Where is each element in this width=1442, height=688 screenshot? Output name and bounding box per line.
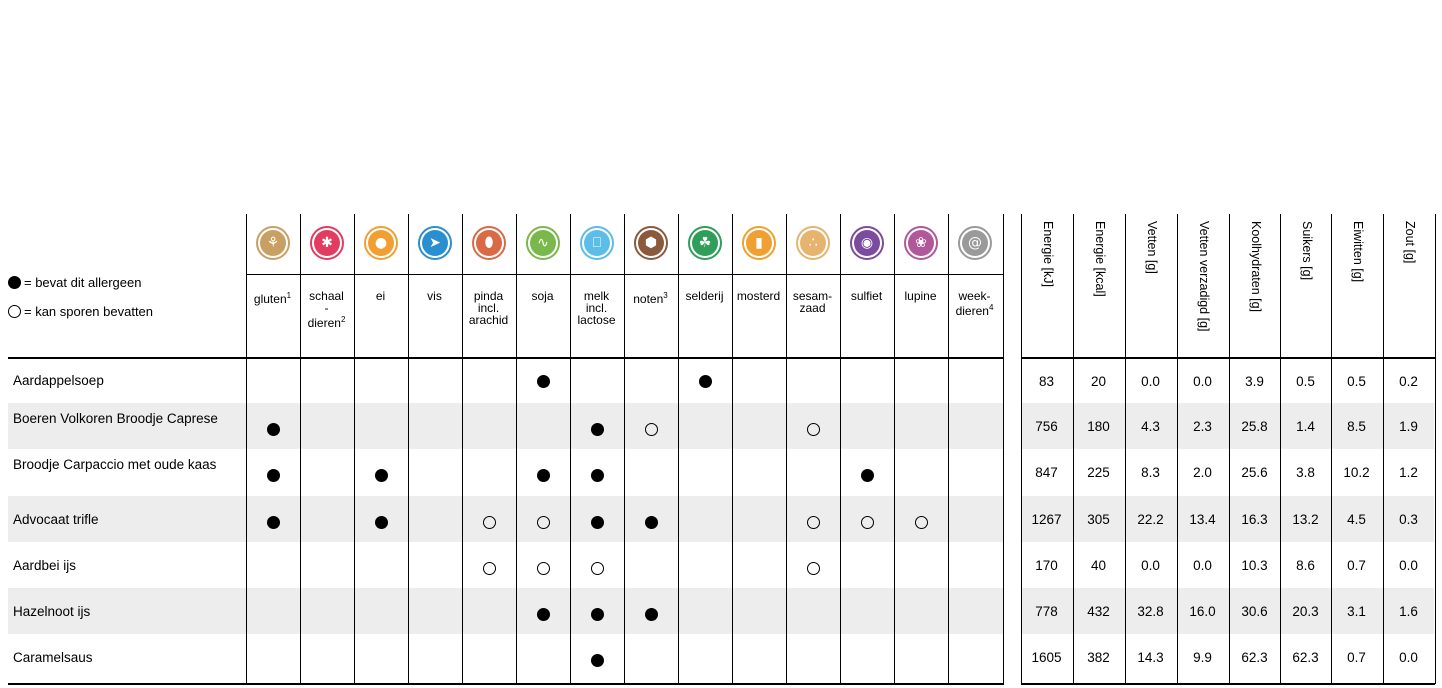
allergen-label-line: mosterd xyxy=(736,289,781,303)
product-name: Hazelnoot ijs xyxy=(13,604,91,619)
nutrition-value: 62.3 xyxy=(1292,650,1319,666)
nutrition-header: Suikers [g] xyxy=(1300,221,1314,281)
allergen-label-line: soja xyxy=(531,289,554,303)
traces-dot-icon xyxy=(807,562,820,575)
legend xyxy=(8,268,153,326)
fish-icon xyxy=(418,226,452,260)
nutrition-value: 0.7 xyxy=(1347,650,1366,666)
nutrition-value: 1.9 xyxy=(1399,419,1418,435)
nutrition-value: 305 xyxy=(1087,511,1110,527)
nutrition-value: 0.2 xyxy=(1399,374,1418,389)
nutrition-value: 30.6 xyxy=(1241,604,1268,619)
contains-dot-icon xyxy=(537,608,550,621)
nutrition-value: 756 xyxy=(1035,419,1058,435)
traces-dot-icon xyxy=(537,516,550,529)
wheat-icon xyxy=(256,226,290,260)
nutrition-value: 32.8 xyxy=(1137,604,1164,619)
column-divider xyxy=(840,214,841,684)
nutrition-value: 20.3 xyxy=(1292,604,1319,619)
nutrition-value: 0.0 xyxy=(1141,374,1160,389)
allergen-label-sesamzaad xyxy=(786,290,839,314)
celery-icon-glyph: ☘ xyxy=(692,230,718,256)
nutrition-value: 4.5 xyxy=(1347,511,1366,527)
product-name: Caramelsaus xyxy=(13,650,93,666)
allergen-label-vis xyxy=(408,290,461,302)
column-divider xyxy=(246,214,247,684)
contains-dot-icon xyxy=(861,469,874,482)
allergen-label-gluten xyxy=(246,290,299,305)
allergen-label-line: schaal xyxy=(309,289,344,303)
allergen-label-line: incl. xyxy=(477,301,500,315)
nutrition-header: Zout [g] xyxy=(1403,221,1417,264)
allergen-label-selderij xyxy=(678,290,731,302)
allergen-label-line: gluten$^1$ xyxy=(253,291,292,306)
lupine-icon xyxy=(904,226,938,260)
traces-dot-icon xyxy=(537,562,550,575)
nutrition-value: 83 xyxy=(1038,374,1055,389)
contains-dot-icon xyxy=(267,516,280,529)
acorn-icon xyxy=(634,226,668,260)
nutrition-value: 0.0 xyxy=(1141,557,1160,573)
nutrition-value: 3.9 xyxy=(1245,374,1264,389)
nutrition-value: 0.0 xyxy=(1193,557,1212,573)
nutrition-value: 1.6 xyxy=(1399,604,1418,619)
allergen-label-line: - xyxy=(324,301,329,315)
traces-dot-icon xyxy=(591,562,604,575)
table-bottom-line xyxy=(1021,683,1435,685)
column-divider xyxy=(948,214,949,684)
allergen-label-line: selderij xyxy=(685,289,724,303)
column-divider xyxy=(678,214,679,684)
nutrition-value: 0.5 xyxy=(1296,374,1315,389)
legend-traces xyxy=(8,297,153,326)
nutrition-value: 0.0 xyxy=(1399,650,1418,666)
legend-traces-text: = kan sporen bevatten xyxy=(24,304,154,319)
sesame-icon xyxy=(796,226,830,260)
nutrition-value: 16.3 xyxy=(1241,511,1268,527)
contains-dot-icon xyxy=(591,654,604,667)
nutrition-value: 25.8 xyxy=(1241,419,1268,435)
contains-dot-icon xyxy=(267,469,280,482)
allergen-label-line: lupine xyxy=(904,289,937,303)
filled-dot-icon xyxy=(8,276,21,289)
product-name: Advocaat trifle xyxy=(13,511,99,527)
nutrition-value: 4.3 xyxy=(1141,419,1160,435)
traces-dot-icon xyxy=(483,516,496,529)
footnote-marker: 1 xyxy=(286,291,292,300)
nutrition-value: 8.6 xyxy=(1296,557,1315,573)
lobster-icon-glyph: ✱ xyxy=(314,230,340,256)
header-bottom-line xyxy=(1021,357,1435,359)
nutrition-value: 62.3 xyxy=(1241,650,1268,666)
nutrition-value: 40 xyxy=(1090,557,1107,573)
allergen-label-line: vis xyxy=(427,289,442,303)
celery-icon xyxy=(688,226,722,260)
egg-icon xyxy=(364,226,398,260)
nutrition-value: 1.2 xyxy=(1399,465,1418,481)
header-divider xyxy=(246,274,1003,275)
legend-contains-text: = bevat dit allergeen xyxy=(24,275,142,290)
allergen-label-line: melk xyxy=(583,289,610,303)
nutrition-value: 13.2 xyxy=(1292,511,1319,527)
nutrition-value: 8.5 xyxy=(1347,419,1366,435)
allergen-label-soja xyxy=(516,290,569,302)
contains-dot-icon xyxy=(591,423,604,436)
sesame-icon-glyph: ∴ xyxy=(800,230,826,256)
column-divider xyxy=(624,214,625,684)
column-divider xyxy=(1003,214,1004,684)
allergen-label-weekdieren xyxy=(948,290,1001,317)
column-divider xyxy=(300,214,301,684)
nutrition-value: 225 xyxy=(1087,465,1110,481)
product-name: Boeren Volkoren Broodje Caprese xyxy=(13,411,218,427)
nutrition-value: 16.0 xyxy=(1189,604,1216,619)
nutrition-value: 8.3 xyxy=(1141,465,1160,481)
allergen-label-line: sulfiet xyxy=(850,289,883,303)
nutrition-value: 14.3 xyxy=(1137,650,1164,666)
allergen-label-noten xyxy=(624,290,677,305)
contains-dot-icon xyxy=(537,375,550,388)
traces-dot-icon xyxy=(645,423,658,436)
footnote-marker: 4 xyxy=(988,303,994,312)
contains-dot-icon xyxy=(375,516,388,529)
nutrition-value: 9.9 xyxy=(1193,650,1212,666)
column-divider xyxy=(516,214,517,684)
column-divider xyxy=(570,214,571,684)
nutrition-value: 180 xyxy=(1087,419,1110,435)
allergen-label-line: ei xyxy=(375,289,386,303)
contains-dot-icon xyxy=(267,423,280,436)
column-divider xyxy=(786,214,787,684)
footnote-marker: 3 xyxy=(663,291,668,300)
nutrition-value: 3.1 xyxy=(1347,604,1366,619)
nutrition-value: 2.0 xyxy=(1193,465,1212,481)
footnote-marker: 2 xyxy=(340,315,346,324)
nutrition-value: 0.0 xyxy=(1399,557,1418,573)
traces-dot-icon xyxy=(915,516,928,529)
nutrition-value: 2.3 xyxy=(1193,419,1212,435)
nutrition-header: Eiwitten [g] xyxy=(1351,221,1365,283)
allergen-label-lupine xyxy=(894,290,947,302)
nutrition-value: 1267 xyxy=(1031,511,1062,527)
column-divider xyxy=(894,214,895,684)
milk-bottle-icon-glyph: ⎕ xyxy=(584,230,610,256)
contains-dot-icon xyxy=(645,608,658,621)
allergen-label-ei xyxy=(354,290,407,302)
contains-dot-icon xyxy=(645,516,658,529)
header-bottom-line xyxy=(8,357,1004,359)
lobster-icon xyxy=(310,226,344,260)
allergen-label-line: dieren$^2$ xyxy=(307,315,346,330)
contains-dot-icon xyxy=(537,469,550,482)
allergen-label-melk xyxy=(570,290,623,326)
allergen-label-line: zaad xyxy=(799,301,826,315)
nutrition-value: 0.5 xyxy=(1347,374,1366,389)
allergen-label-sulfiet xyxy=(840,290,893,302)
allergen-label-line: week- xyxy=(958,289,991,303)
mustard-icon-glyph: ▮ xyxy=(746,230,772,256)
peanut-icon xyxy=(472,226,506,260)
allergen-label-line: pinda xyxy=(473,289,504,303)
column-divider xyxy=(354,214,355,684)
nutrition-value: 847 xyxy=(1035,465,1058,481)
nutrition-value: 13.4 xyxy=(1189,511,1216,527)
traces-dot-icon xyxy=(483,562,496,575)
product-name: Aardbei ijs xyxy=(13,557,77,573)
allergen-label-line: dieren$^4$ xyxy=(955,303,994,318)
allergen-label-schaaldieren xyxy=(300,290,353,329)
column-divider xyxy=(462,214,463,684)
allergen-label-line: sesam- xyxy=(792,289,833,303)
allergen-label-line: lactose xyxy=(577,313,616,327)
column-divider xyxy=(1435,214,1436,684)
nutrition-value: 0.7 xyxy=(1347,557,1366,573)
legend-contains xyxy=(8,268,153,297)
soybean-icon xyxy=(526,226,560,260)
contains-dot-icon xyxy=(591,469,604,482)
lupine-icon-glyph: ❀ xyxy=(908,230,934,256)
snail-icon-glyph: @ xyxy=(962,230,988,256)
milk-bottle-icon xyxy=(580,226,614,260)
nutrition-value: 10.2 xyxy=(1343,465,1370,481)
soybean-icon-glyph: ∿ xyxy=(530,230,556,256)
fish-icon-glyph: ➤ xyxy=(422,230,448,256)
allergen-label-line: noten$^3$ xyxy=(633,291,668,306)
contains-dot-icon xyxy=(591,608,604,621)
nutrition-value: 1.4 xyxy=(1296,419,1315,435)
nutrition-value: 432 xyxy=(1087,604,1110,619)
contains-dot-icon xyxy=(699,375,712,388)
peanut-icon-glyph: ⬮ xyxy=(476,230,502,256)
sulphite-icon-glyph: ◉ xyxy=(854,230,880,256)
nutrition-value: 778 xyxy=(1035,604,1058,619)
nutrition-value: 22.2 xyxy=(1137,511,1164,527)
sulphite-icon xyxy=(850,226,884,260)
product-name: Broodje Carpaccio met oude kaas xyxy=(13,457,217,473)
traces-dot-icon xyxy=(861,516,874,529)
table-gap xyxy=(1004,357,1021,684)
nutrition-value: 0.3 xyxy=(1399,511,1418,527)
table-bottom-line xyxy=(8,683,1004,685)
product-name: Aardappelsoep xyxy=(13,373,104,388)
traces-dot-icon xyxy=(807,423,820,436)
nutrition-value: 382 xyxy=(1087,650,1110,666)
contains-dot-icon xyxy=(591,516,604,529)
nutrition-header: Koolhydraten [g] xyxy=(1249,221,1263,313)
column-divider xyxy=(408,214,409,684)
nutrition-value: 3.8 xyxy=(1296,465,1315,481)
nutrition-header: Vetten verzadigd [g] xyxy=(1197,221,1211,332)
nutrition-value: 10.3 xyxy=(1241,557,1268,573)
contains-dot-icon xyxy=(375,469,388,482)
allergen-label-line: arachid xyxy=(468,313,509,327)
allergen-label-pinda xyxy=(462,290,515,326)
nutrition-value: 25.6 xyxy=(1241,465,1268,481)
allergen-label-line: incl. xyxy=(585,301,608,315)
acorn-icon-glyph: ⬢ xyxy=(638,230,664,256)
nutrition-header: Energie [kcal] xyxy=(1093,221,1107,297)
snail-icon xyxy=(958,226,992,260)
allergen-label-mosterd xyxy=(732,290,785,302)
egg-icon-glyph: ● xyxy=(368,230,394,256)
nutrition-value: 20 xyxy=(1090,374,1107,389)
open-dot-icon xyxy=(8,305,21,318)
mustard-icon xyxy=(742,226,776,260)
nutrition-value: 0.0 xyxy=(1193,374,1212,389)
traces-dot-icon xyxy=(807,516,820,529)
nutrition-value: 170 xyxy=(1035,557,1058,573)
column-divider xyxy=(732,214,733,684)
nutrition-value: 1605 xyxy=(1031,650,1062,666)
nutrition-header: Vetten [g] xyxy=(1145,221,1159,274)
wheat-icon-glyph: ⚘ xyxy=(260,230,286,256)
nutrition-header: Energie [kJ] xyxy=(1041,221,1055,288)
